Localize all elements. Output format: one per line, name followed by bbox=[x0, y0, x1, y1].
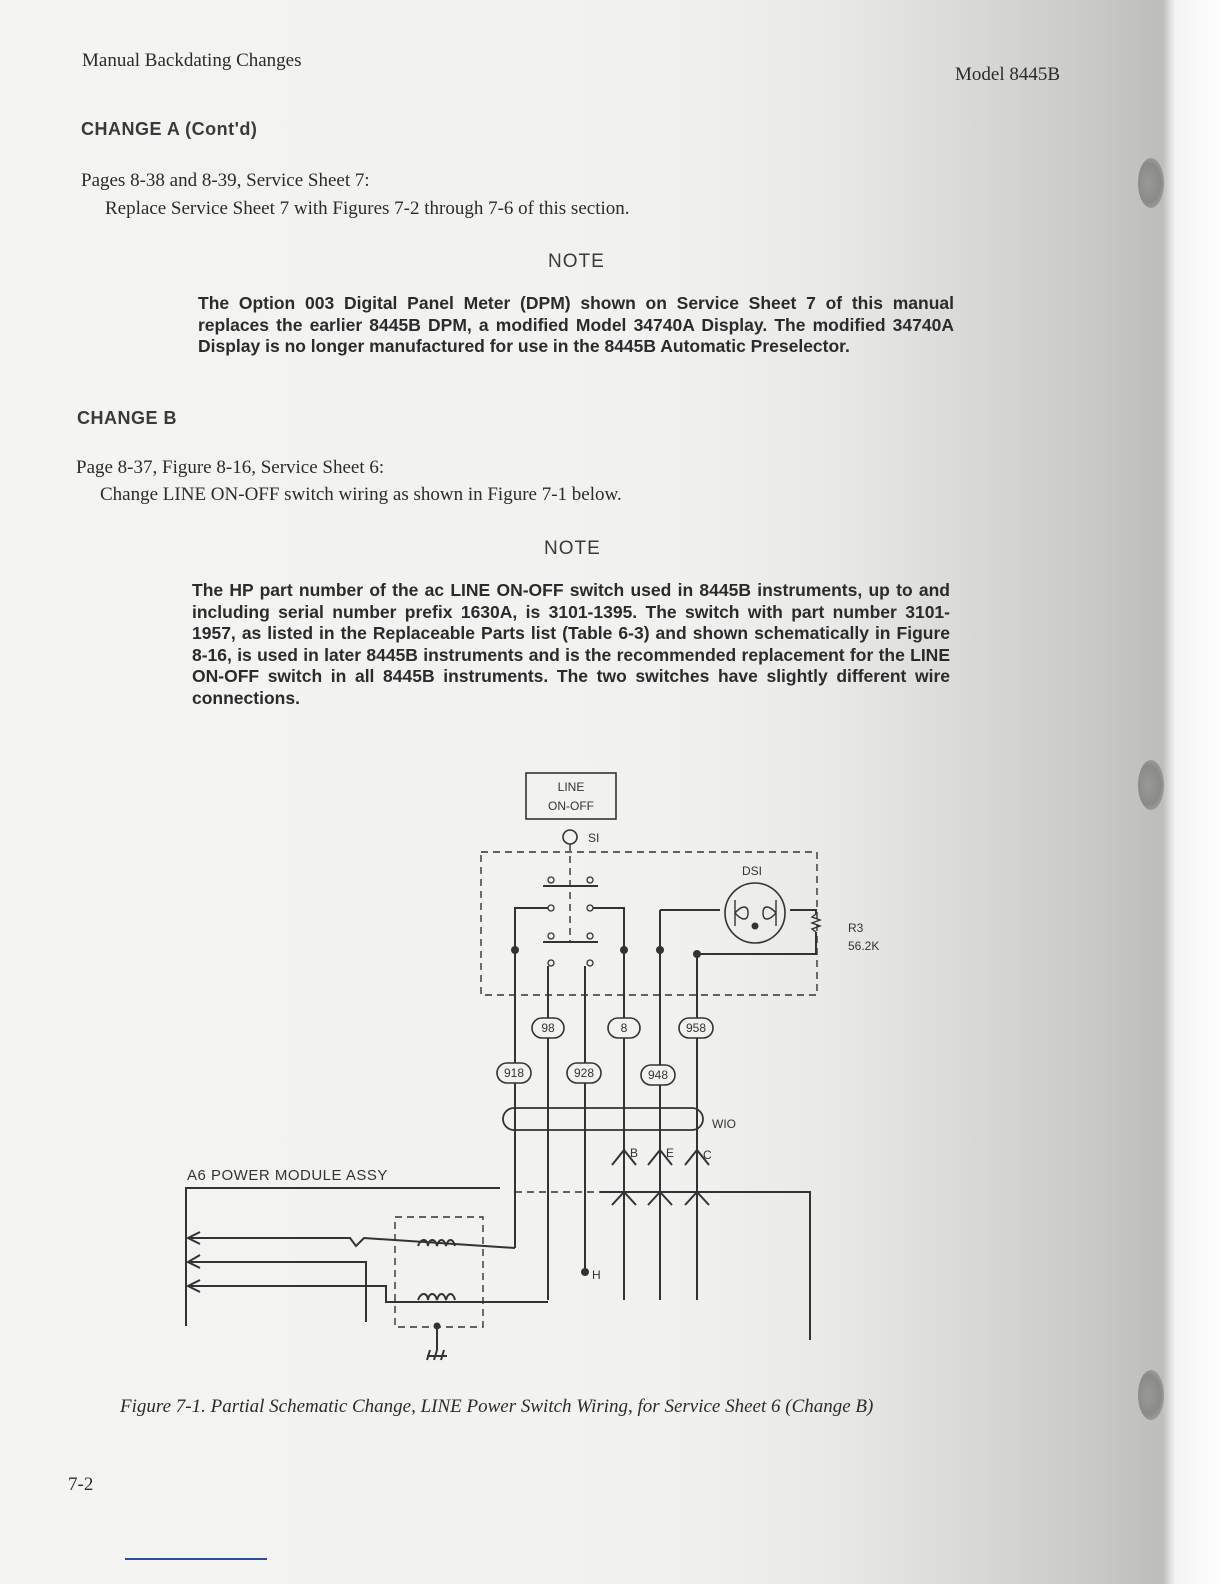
change-a-instruction-line: Replace Service Sheet 7 with Figures 7-2 through 7-6 of this section. bbox=[105, 198, 630, 219]
figure-caption: Figure 7-1. Partial Schematic Change, LINE Power Switch Wiring, for Service Sheet 6 (Change B) bbox=[120, 1396, 874, 1417]
change-b-note-title: NOTE bbox=[544, 538, 601, 559]
w10-cable bbox=[503, 1108, 703, 1130]
change-b-heading: CHANGE B bbox=[77, 408, 178, 428]
r3-resistor bbox=[812, 914, 820, 932]
header-right: Model 8445B bbox=[955, 64, 1061, 85]
binder-hole-icon bbox=[1138, 1370, 1164, 1420]
wire-948-label: 948 bbox=[647, 1068, 669, 1082]
module-label: A6 POWER MODULE ASSY bbox=[187, 1167, 388, 1184]
chassis-ground-icon bbox=[427, 1350, 447, 1360]
change-a-pages-line: Pages 8-38 and 8-39, Service Sheet 7: bbox=[81, 170, 370, 191]
r3-value: 56.2K bbox=[848, 939, 880, 953]
wire-928-label: 928 bbox=[573, 1066, 595, 1080]
change-b-page-line: Page 8-37, Figure 8-16, Service Sheet 6: bbox=[76, 457, 385, 478]
bottom-rule bbox=[125, 1558, 267, 1560]
line-filter-box bbox=[395, 1217, 483, 1327]
module-boundary bbox=[186, 1188, 500, 1326]
s1-actuator bbox=[563, 830, 577, 844]
wire-958-label: 958 bbox=[685, 1021, 707, 1035]
switch-enclosure bbox=[481, 852, 817, 995]
binder-hole-icon bbox=[1138, 158, 1164, 208]
change-b-instruction-line: Change LINE ON-OFF switch wiring as shown in Figure 7-1 below. bbox=[100, 484, 622, 505]
wire-98-label: 98 bbox=[541, 1021, 555, 1035]
change-a-heading: CHANGE A (Cont'd) bbox=[81, 119, 258, 139]
page-number: 7-2 bbox=[68, 1474, 94, 1495]
pin-h-label: H bbox=[592, 1268, 601, 1282]
r3-label: R3 bbox=[848, 921, 864, 935]
change-a-note-title: NOTE bbox=[548, 251, 605, 272]
pin-e-label: E bbox=[666, 1146, 675, 1160]
switch-label-line1: LINE bbox=[557, 780, 585, 794]
wire-8-label: 8 bbox=[620, 1021, 628, 1035]
change-b-note-text: The HP part number of the ac LINE ON-OFF switch used in 8445B instruments, up to and including serial number prefix 1630A, is 3101-1395. The switch with part number 3101-1957, as listed in the Replaceable Parts list (Table 6-3) and shown schematically in Figure 8-16, is used in later 8445B instruments and is the recommended replacement for the LINE ON-OFF switch in all 8445B instruments. The two switches have slightly different wire connections. bbox=[192, 580, 950, 708]
s1-label: SI bbox=[588, 831, 600, 845]
switch-label-line2: ON-OFF bbox=[548, 799, 594, 813]
pin-b-label: B bbox=[630, 1146, 639, 1160]
header-left: Manual Backdating Changes bbox=[82, 50, 302, 71]
wire-918-label: 918 bbox=[503, 1066, 525, 1080]
pin-c-label: C bbox=[703, 1148, 712, 1162]
change-a-note-text: The Option 003 Digital Panel Meter (DPM) shown on Service Sheet 7 of this manual replaces the earlier 8445B DPM, a modified Model 34740A Display. The modified 34740A Display is no longer manufactured for use in the 8445B Automatic Preselector. bbox=[198, 293, 954, 356]
ds1-label: DSI bbox=[742, 864, 763, 878]
w10-label: WIO bbox=[712, 1117, 736, 1131]
binder-hole-icon bbox=[1138, 760, 1164, 810]
